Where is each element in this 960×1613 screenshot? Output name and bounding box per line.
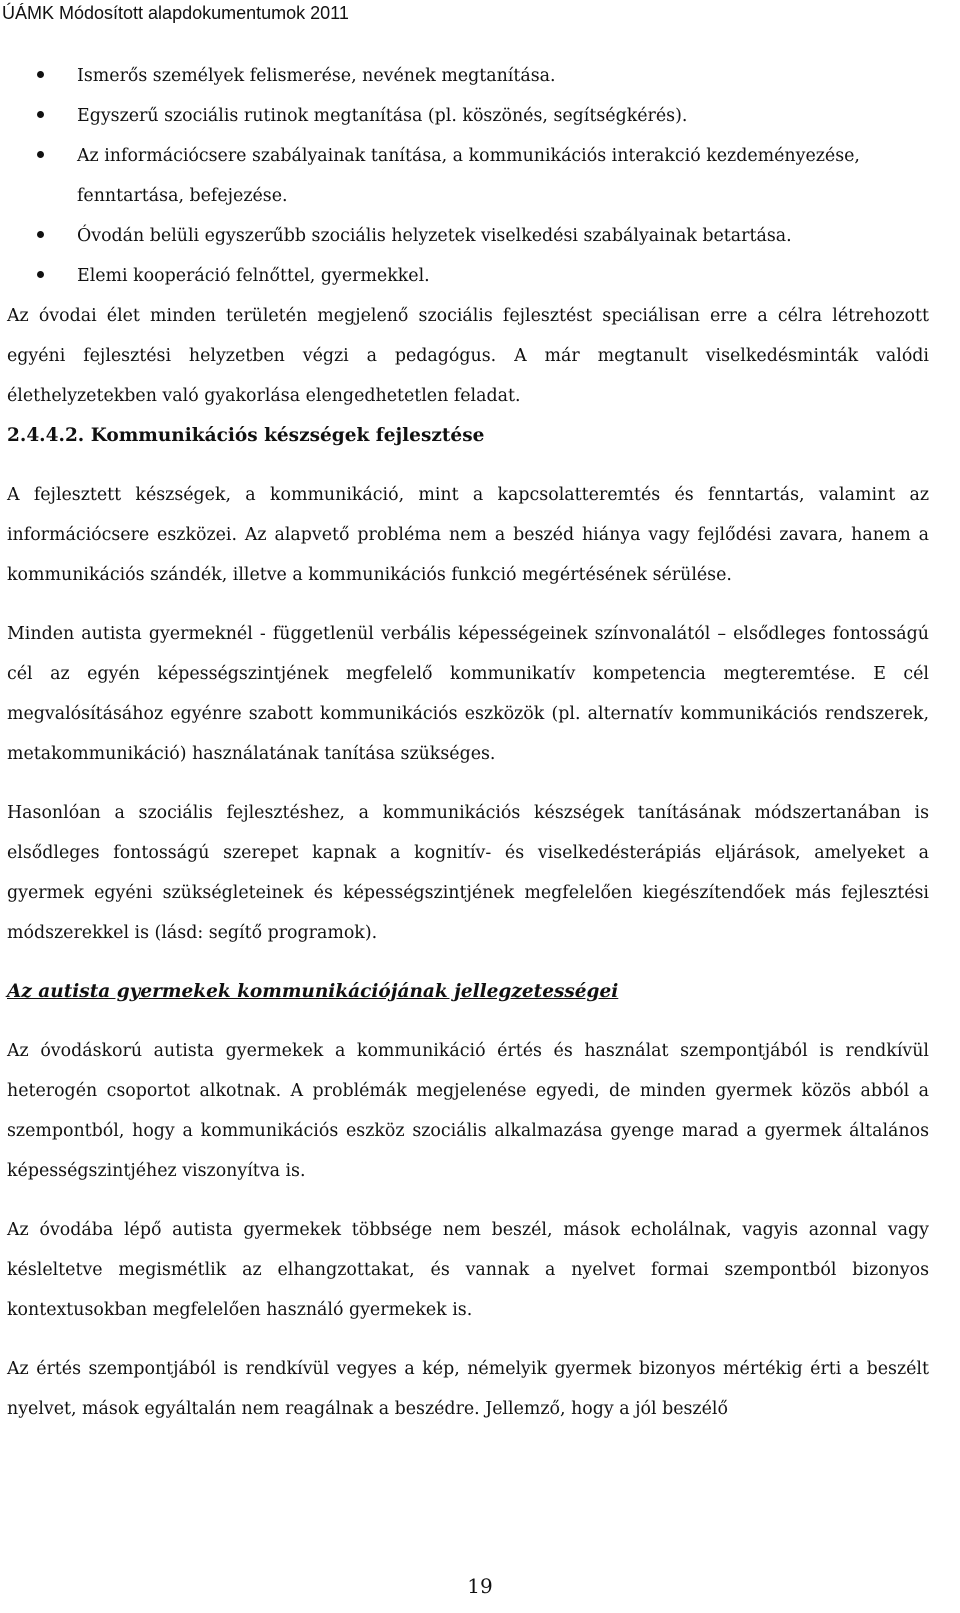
bullet-list [7,56,929,296]
paragraph: Hasonlóan a szociális fejlesztéshez, a kommunikációs készségek tanításának módszertanában is elsődleges fontosságú szerepet kapnak a kognitív- és viselkedésterápiás eljárások, amelyeket a gyermek egyéni szükségleteinek és képességszintjének megfelelően kiegészítendőek más fejlesztési módszerekkel is (lásd: segítő programok). [7,803,929,943]
paragraph: Az óvodába lépő autista gyermekek többsége nem beszél, mások echolálnak, vagyis azonnal vagy késleltetve megismétlik az elhangzottakat, és vannak a nyelvet formai szempontból bizonyos kontextusokban megfelelően használó gyermekek is. [7,1220,929,1320]
bullet-icon [37,151,44,158]
page-body [7,56,929,1429]
list-item: Elemi kooperáció felnőttel, gyermekkel. [7,256,929,296]
bullet-icon [37,231,44,238]
bullet-icon [37,71,44,78]
paragraph: Az értés szempontjából is rendkívül vegyes a kép, némelyik gyermek bizonyos mértékig érti a beszélt nyelvet, mások egyáltalán nem reagálnak a beszédre. Jellemző, hogy a jól beszélő [7,1359,929,1419]
list-item: Az információcsere szabályainak tanítása, a kommunikációs interakció kezdeményezése, fenntartása, befejezése. [7,136,929,216]
paragraph: Az óvodai élet minden területén megjelenő szociális fejlesztést speciálisan erre a célra létrehozott egyéni fejlesztési helyzetben végzi a pedagógus. A már megtanult viselkedésminták valódi élethelyzetekben való gyakorlása elengedhetetlen feladat. [7,306,929,406]
list-item: Óvodán belüli egyszerűbb szociális helyzetek viselkedési szabályainak betartása. [7,216,929,256]
document-header: ÚÁMK Módosított alapdokumentumok 2011 [2,3,349,23]
paragraph: Az óvodáskorú autista gyermekek a kommunikáció értés és használat szempontjából is rendkívül heterogén csoportot alkotnak. A problémák megjelenése egyedi, de minden gyermek közös abból a szempontból, hogy a kommunikációs eszköz szociális alkalmazása gyenge marad a gyermek általános képességszintjéhez viszonyítva is. [7,1041,929,1181]
bullet-icon [37,111,44,118]
page-number: 19 [467,1574,493,1598]
paragraph: Minden autista gyermeknél - függetlenül verbális képességeinek színvonalától – elsődleges fontosságú cél az egyén képességszintjének megfelelő kommunikatív kompetencia megteremtése. E cél megvalósításához egyénre szabott kommunikációs eszközök (pl. alternatív kommunikációs rendszerek, metakommunikáció) használatának tanítása szükséges. [7,624,929,764]
paragraph: A fejlesztett készségek, a kommunikáció, mint a kapcsolatteremtés és fenntartás, valamint az információcsere eszközei. Az alapvető probléma nem a beszéd hiánya vagy fejlődési zavara, hanem a kommunikációs szándék, illetve a kommunikációs funkció megértésének sérülése. [7,485,929,585]
list-item: Egyszerű szociális rutinok megtanítása (pl. köszönés, segítségkérés). [7,96,929,136]
section-heading: 2.4.4.2. Kommunikációs készségek fejlesztése [7,425,485,446]
bullet-icon [37,271,44,278]
list-item: Ismerős személyek felismerése, nevének megtanítása. [7,56,929,96]
subsection-heading: Az autista gyermekek kommunikációjának jellegzetességei [7,981,619,1002]
